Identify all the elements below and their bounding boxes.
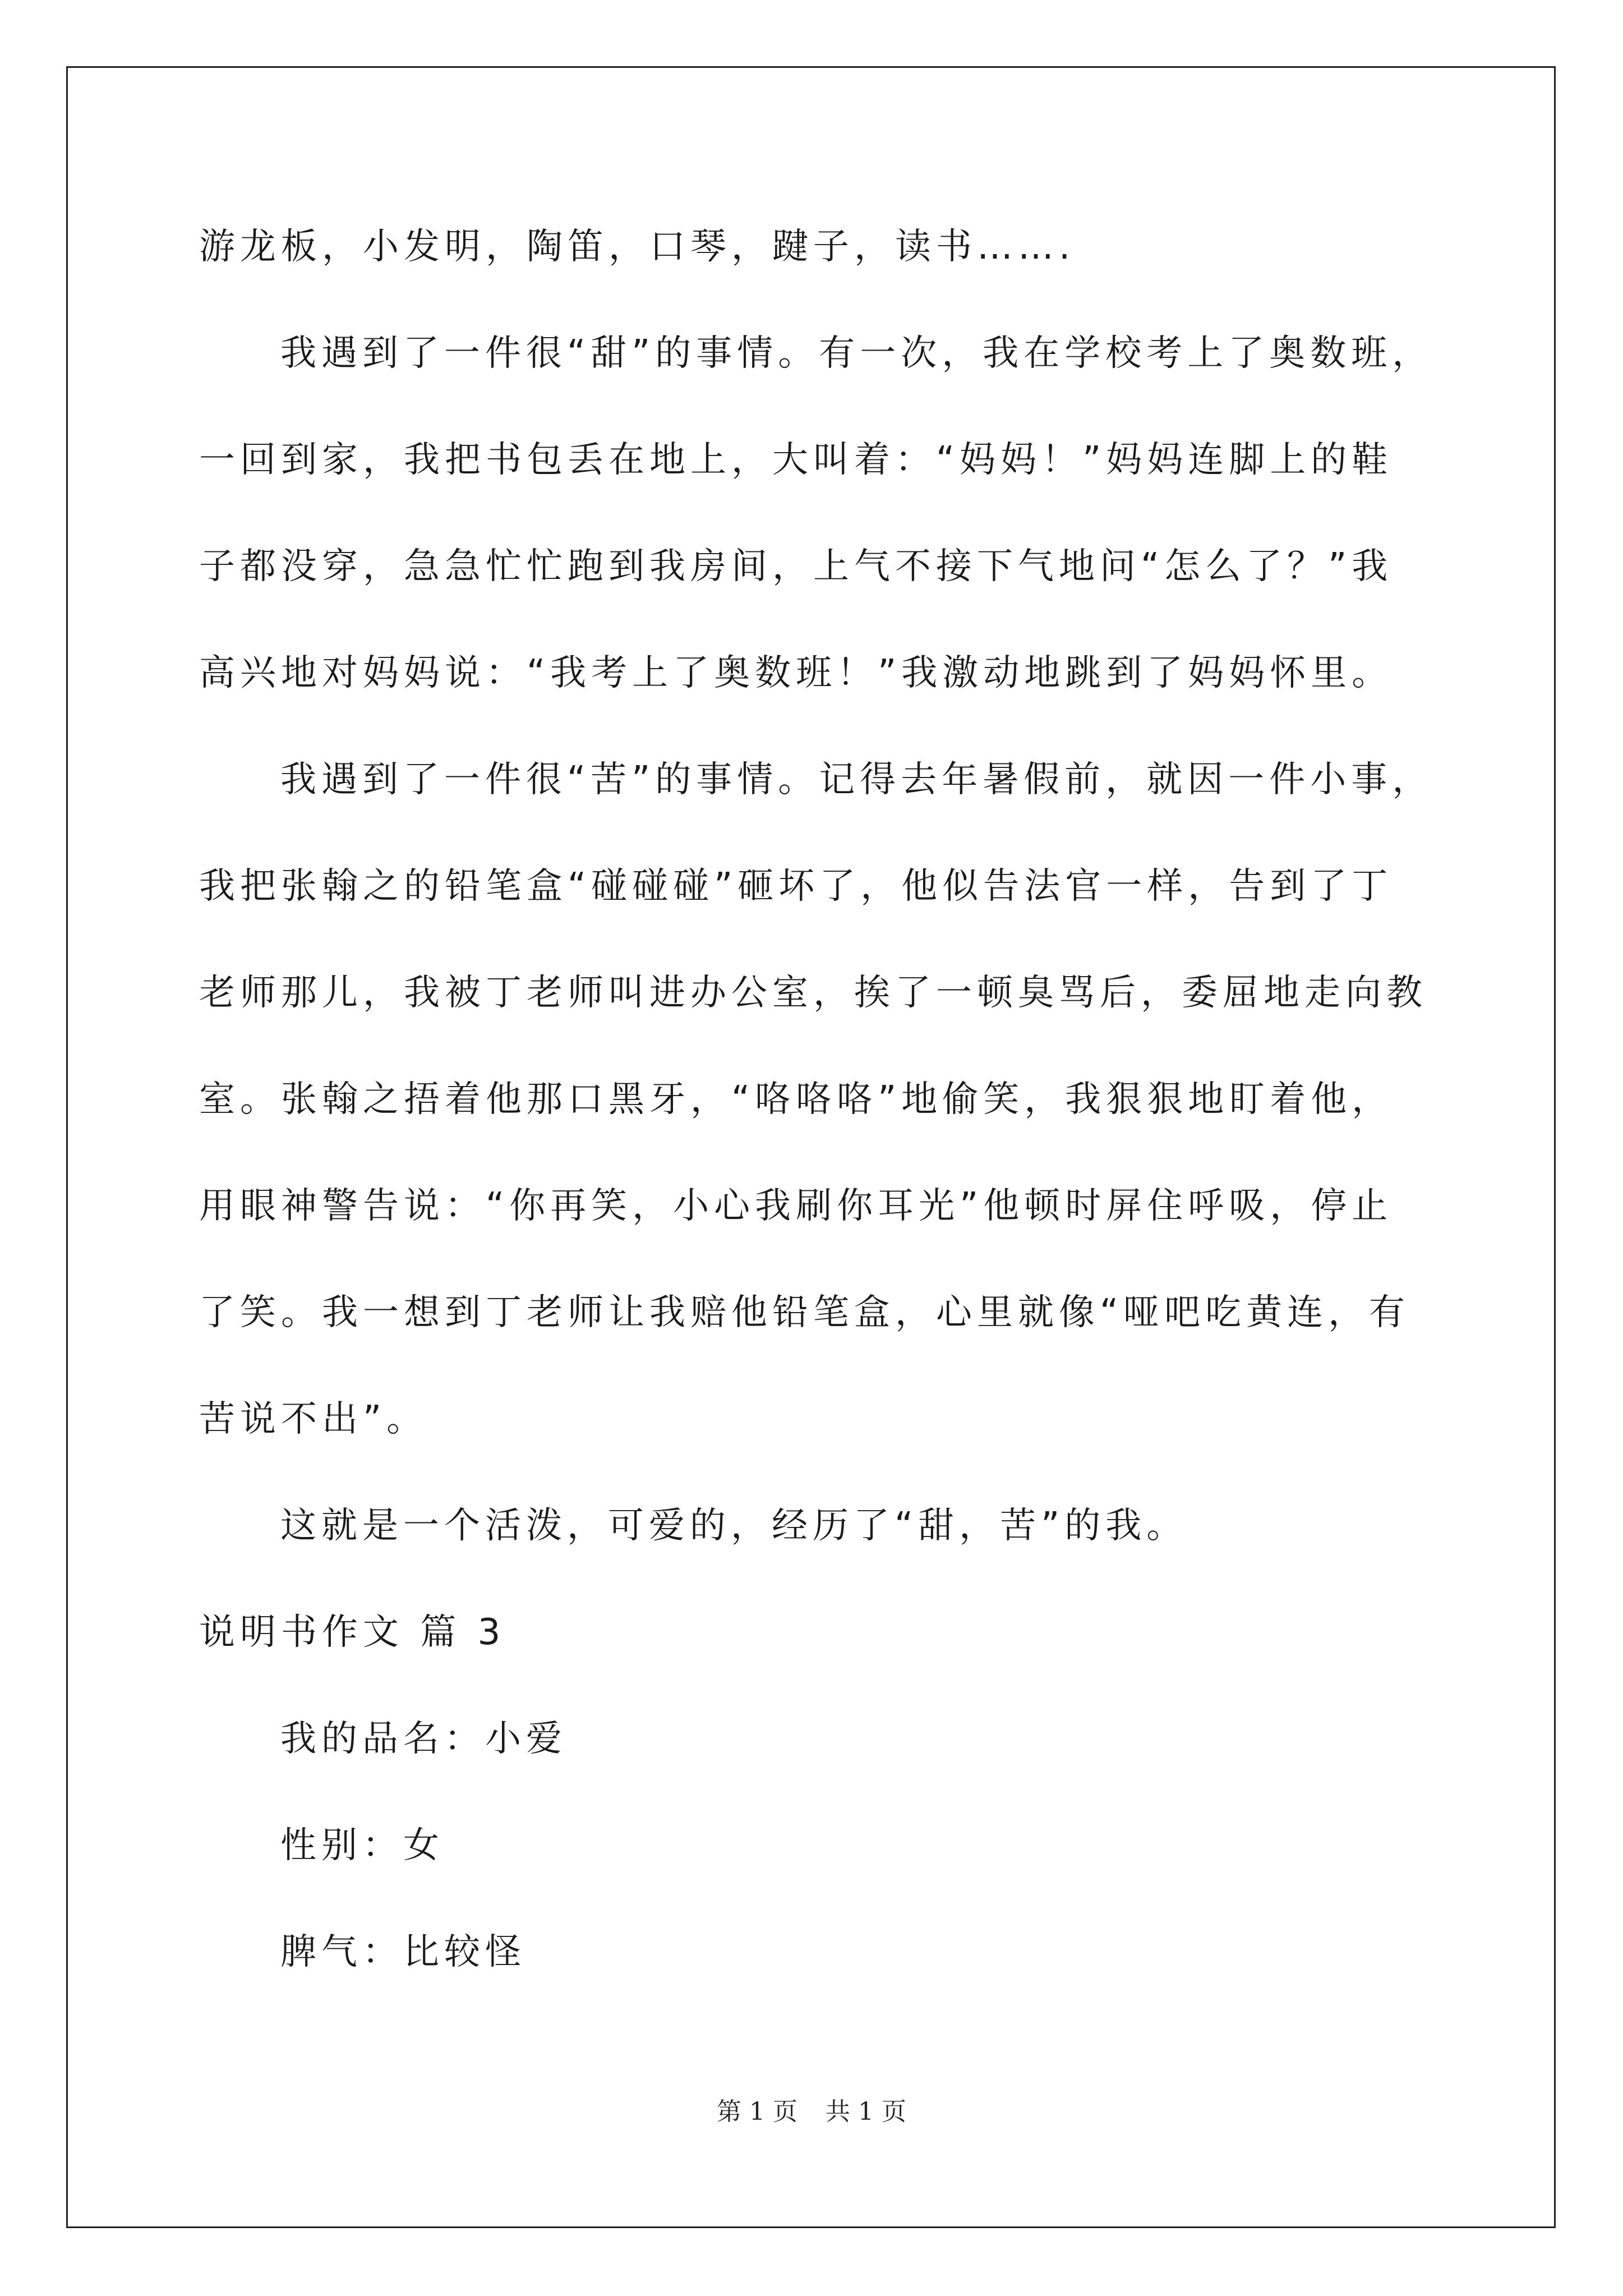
- paragraph-start: 我的品名：小爱: [280, 1718, 567, 1760]
- page-total: 共 1 页: [826, 2097, 906, 2126]
- page-footer: [0, 2091, 1623, 2127]
- paragraph-start: 脾气：比较怪: [280, 1931, 526, 1973]
- text-line: 了笑。我一想到丁老师让我赔他铅笔盒，心里就像“哑吧吃黄连，有: [199, 1292, 1410, 1333]
- page-border: [66, 66, 1556, 2228]
- text-line: 高兴地对妈妈说：“我考上了奥数班！”我激动地跳到了妈妈怀里。: [199, 652, 1393, 694]
- text-line: 用眼神警告说：“你再笑，小心我刷你耳光”他顿时屏住呼吸，停止: [199, 1185, 1393, 1227]
- text-line: 老师那儿，我被丁老师叫进办公室，挨了一顿臭骂后，委屈地走向教: [199, 972, 1427, 1014]
- page-number: 第 1 页: [717, 2097, 797, 2126]
- text-line: 一回到家，我把书包丢在地上，大叫着：“妈妈！”妈妈连脚上的鞋: [199, 439, 1393, 481]
- paragraph-start: 我遇到了一件很“甜”的事情。有一次，我在学校考上了奥数班，: [280, 333, 1433, 374]
- section-heading: 说明书作文 篇 3: [199, 1612, 506, 1653]
- text-line: 我把张翰之的铅笔盒“碰碰碰”砸坏了，他似告法官一样，告到了丁: [199, 866, 1393, 907]
- text-line: 室。张翰之捂着他那口黑牙，“咯咯咯”地偷笑，我狠狠地盯着他，: [199, 1079, 1393, 1120]
- text-line: 苦说不出”。: [199, 1398, 428, 1440]
- text-line: 子都没穿，急急忙忙跑到我房间，上气不接下气地问“怎么了？”我: [199, 546, 1393, 587]
- text-line: 游龙板，小发明，陶笛，口琴，踺子，读书…….: [199, 226, 1076, 268]
- paragraph-start: 性别：女: [280, 1825, 444, 1866]
- paragraph-start: 我遇到了一件很“苦”的事情。记得去年暑假前，就因一件小事，: [280, 759, 1433, 800]
- paragraph-start: 这就是一个活泼，可爱的，经历了“甜，苦”的我。: [280, 1505, 1188, 1547]
